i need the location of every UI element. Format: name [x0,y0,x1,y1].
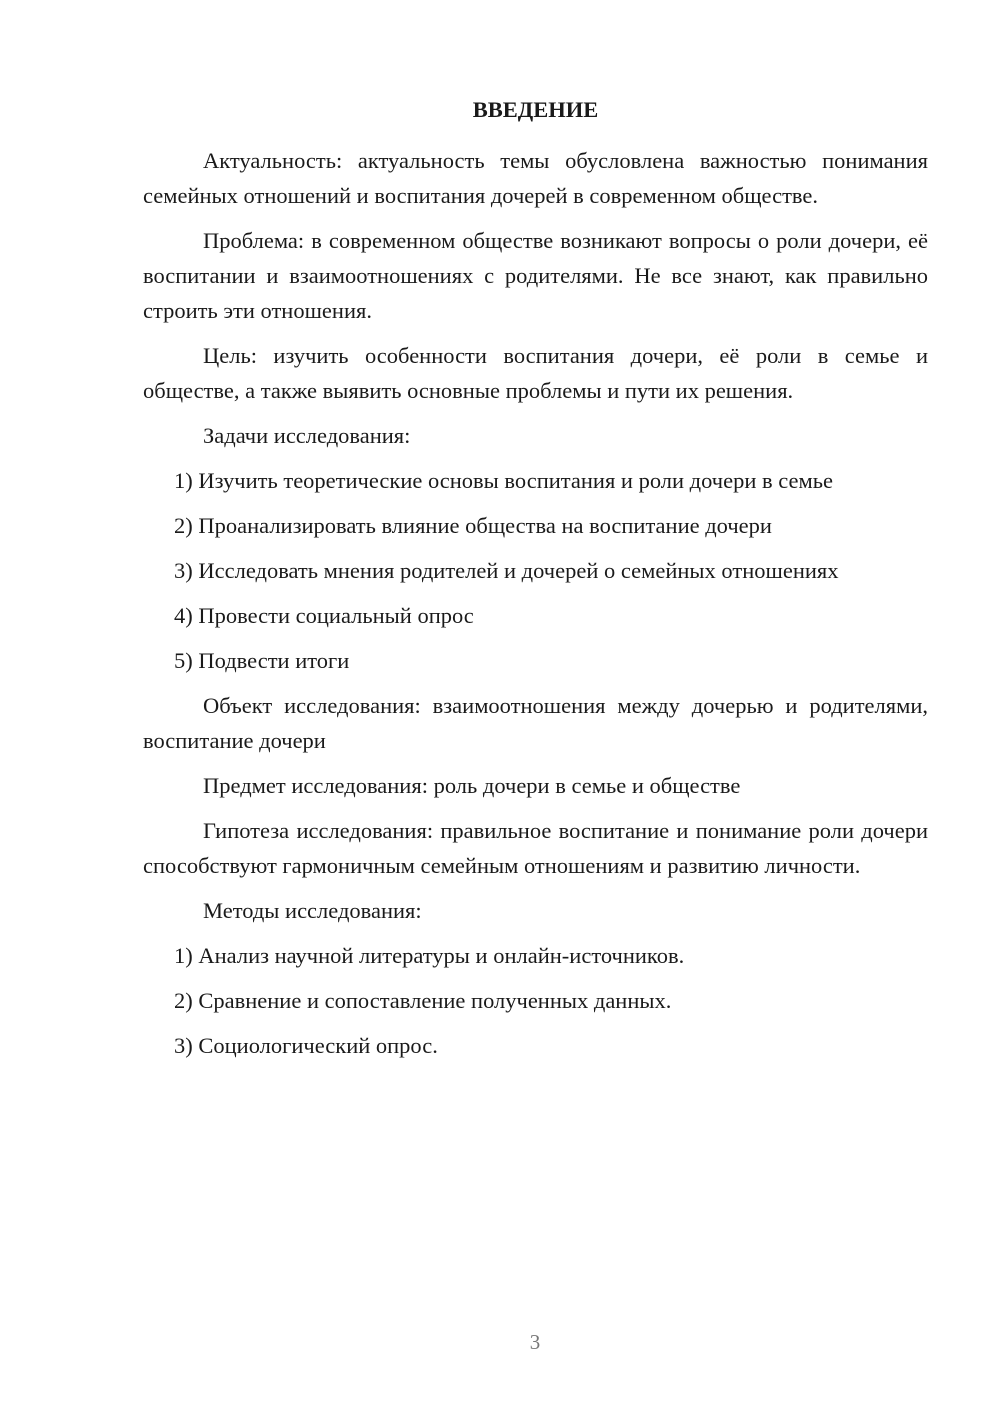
section-title: ВВЕДЕНИЕ [472,97,599,122]
task-item: 1) Изучить теоретические основы воспитания и роли дочери в семье [174,468,834,493]
page-number: 3 [529,1330,541,1354]
method-item: 2) Сравнение и сопоставление полученных данных. [174,988,672,1013]
hypothesis-paragraph: Гипотеза исследования: правильное воспитание и понимание роли дочери способствуют гармоничным семейным отношениям и развитию личности. [143,818,928,878]
methods-list [143,938,928,1063]
tasks-heading: Задачи исследования: [203,423,411,448]
task-item: 5) Подвести итоги [174,648,350,673]
page-content [143,92,928,1073]
method-item: 1) Анализ научной литературы и онлайн-источников. [174,943,685,968]
methods-heading: Методы исследования: [203,898,422,923]
object-paragraph: Объект исследования: взаимоотношения между дочерью и родителями, воспитание дочери [143,693,928,753]
goal-paragraph: Цель: изучить особенности воспитания дочери, её роли в семье и обществе, а также выявить основные проблемы и пути их решения. [143,343,928,403]
task-item: 3) Исследовать мнения родителей и дочерей о семейных отношениях [174,558,839,583]
task-item: 4) Провести социальный опрос [174,603,474,628]
task-item: 2) Проанализировать влияние общества на воспитание дочери [174,513,772,538]
tasks-list [143,463,928,678]
subject-paragraph: Предмет исследования: роль дочери в семье и обществе [203,773,741,798]
method-item: 3) Социологический опрос. [174,1033,438,1058]
relevance-paragraph: Актуальность: актуальность темы обусловлена важностью понимания семейных отношений и воспитания дочерей в современном обществе. [143,148,928,208]
problem-paragraph: Проблема: в современном обществе возникают вопросы о роли дочери, её воспитании и взаимоотношениях с родителями. Не все знают, как правильно строить эти отношения. [143,228,928,323]
